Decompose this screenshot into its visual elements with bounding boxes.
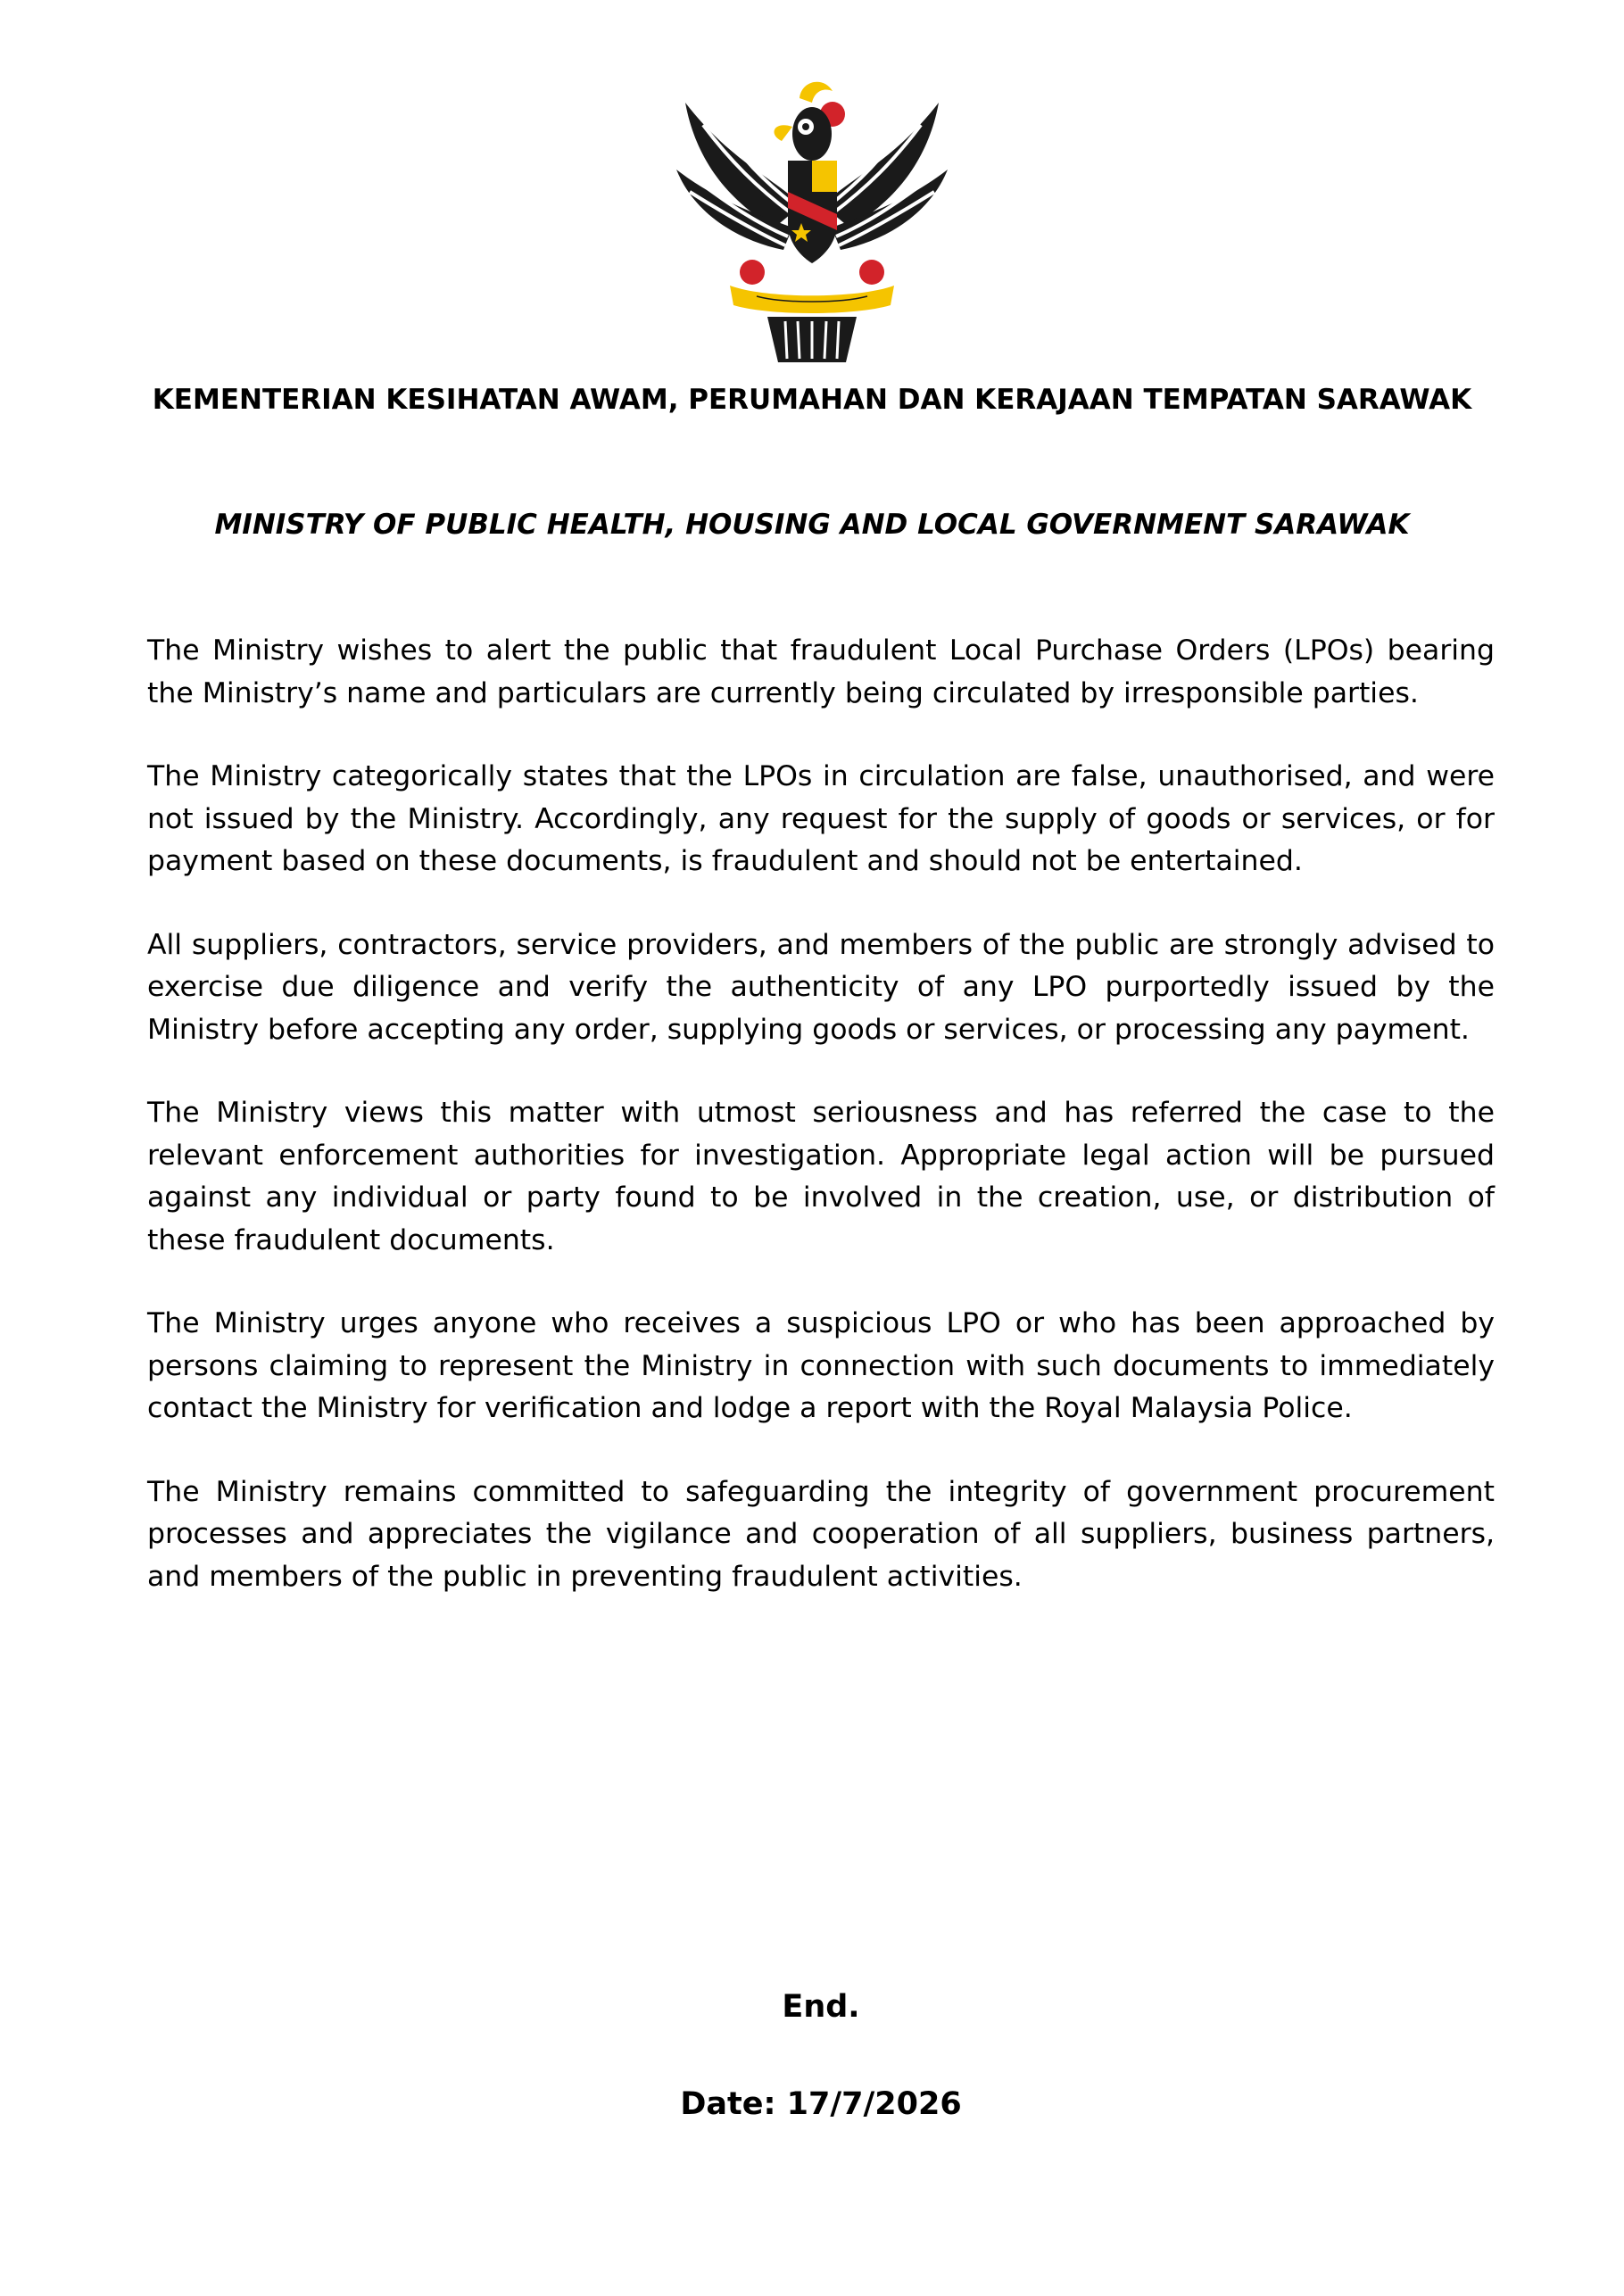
notice-paragraph: The Ministry categorically states that the LPOs in circulation are false, unauthorised, and were not issued by the Ministry. Accordingly, any request for the supply of goods or services, or for payment based on these documents, is fraudulent and should not be entertained. — [147, 760, 1495, 877]
notice-paragraph: The Ministry remains committed to safeguarding the integrity of government procurement processes and appreciates the vigilance and cooperation of all suppliers, business partners, and members of the public in preventing fraudulent activities. — [147, 1475, 1495, 1593]
sarawak-coat-of-arms-icon — [667, 71, 957, 362]
notice-paragraph: The Ministry wishes to alert the public that fraudulent Local Purchase Orders (LPOs) bearing the Ministry’s name and particulars are currently being circulated by irresponsible parties. — [147, 634, 1495, 709]
document-date: Date: 17/7/2026 — [680, 2086, 962, 2122]
notice-paragraph: The Ministry urges anyone who receives a suspicious LPO or who has been approached by persons claiming to represent the Ministry in connection with such documents to immediately contact the Ministry for verification and lodge a report with the Royal Malaysia Police. — [147, 1307, 1495, 1424]
closing-text: End. — [782, 1989, 860, 2025]
ministry-title-malay: KEMENTERIAN KESIHATAN AWAM, PERUMAHAN DAN KERAJAAN TEMPATAN SARAWAK — [152, 384, 1472, 416]
ministry-title-english: MINISTRY OF PUBLIC HEALTH, HOUSING AND LOCAL GOVERNMENT SARAWAK — [214, 509, 1410, 541]
notice-paragraph: The Ministry views this matter with utmost seriousness and has referred the case to the relevant enforcement authorities for investigation. Appropriate legal action will be pursued against any individual or party found to be involved in the creation, use, or distribution of these fraudulent documents. — [147, 1097, 1495, 1256]
notice-paragraph: All suppliers, contractors, service providers, and members of the public are strongly advised to exercise due diligence and verify the authenticity of any LPO purportedly issued by the Ministry before accepting any order, supplying goods or services, or processing any payment. — [147, 928, 1495, 1046]
notice-body — [147, 630, 1495, 1639]
